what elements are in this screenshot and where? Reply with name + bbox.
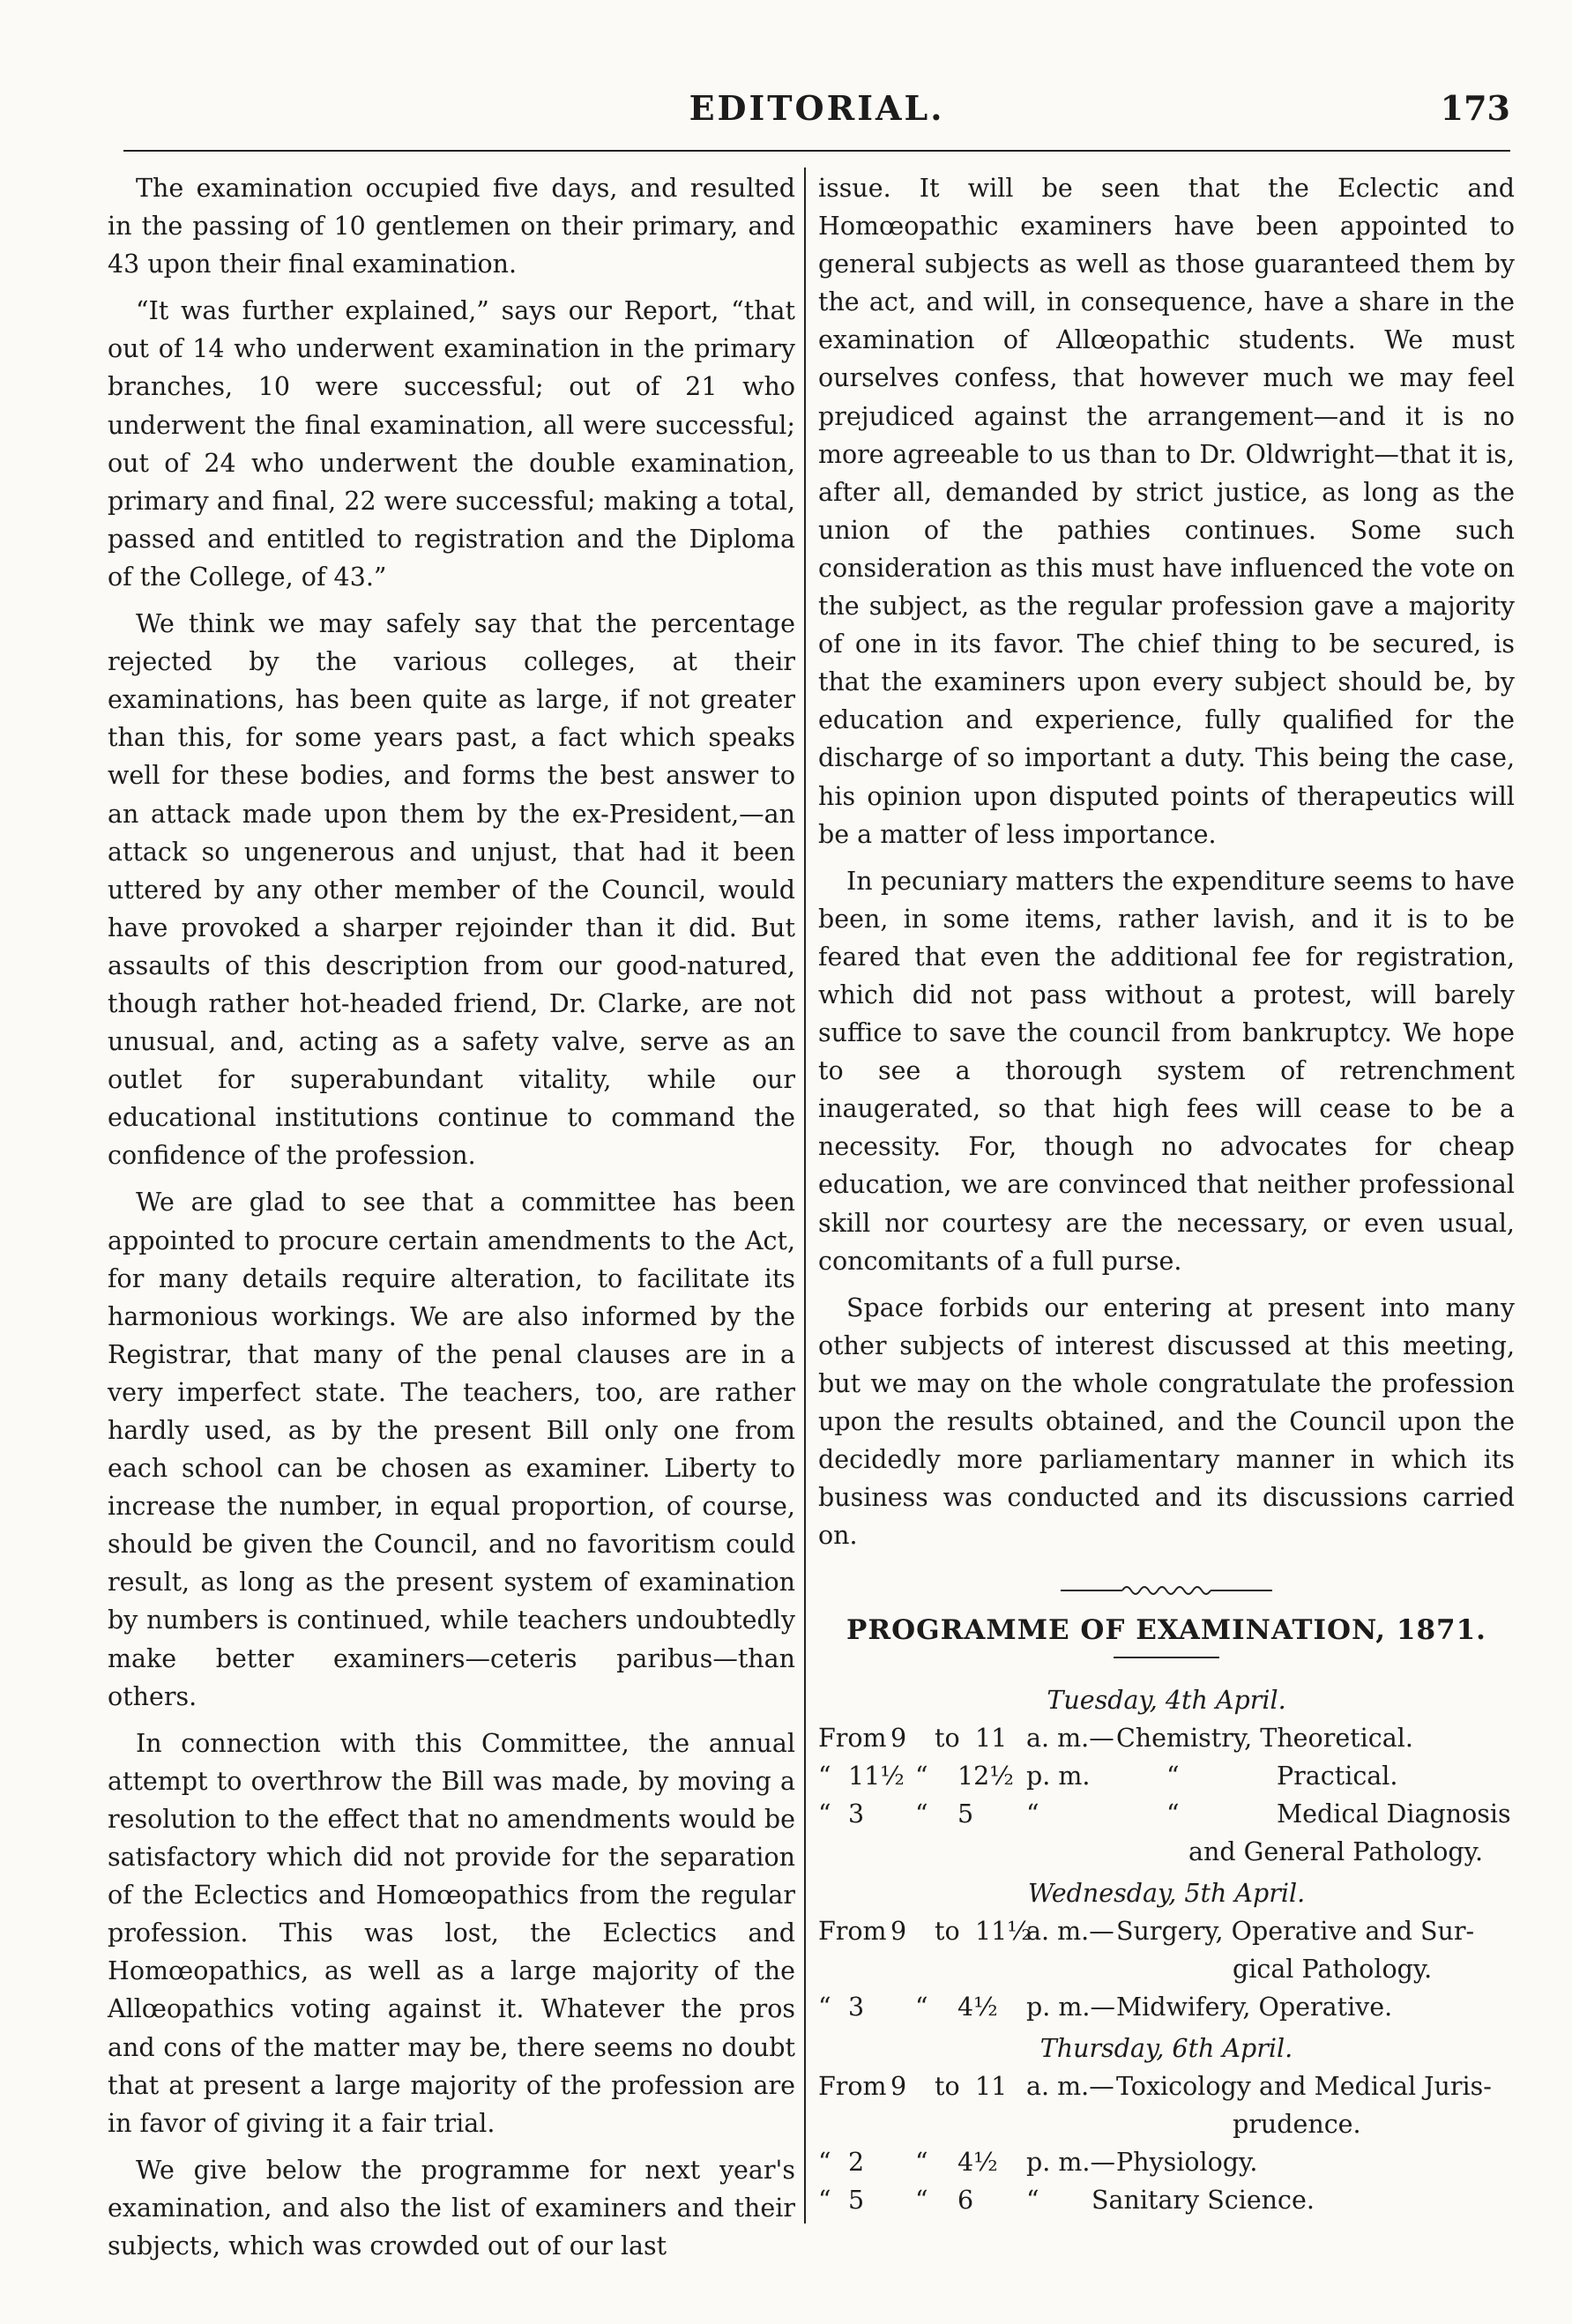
row-lead: “ (818, 2186, 831, 2216)
row-to-word: to (935, 2072, 960, 2102)
row-subject-continuation: and General Pathology. (1188, 1837, 1484, 1867)
row-from-time: 2 (848, 2148, 865, 2178)
section-ornament (818, 1574, 1515, 1597)
schedule-row (818, 2181, 1515, 2219)
row-to-word: “ (915, 1762, 928, 1791)
row-to-word: “ (915, 2148, 928, 2178)
row-period: a. m.— (1026, 2072, 1114, 2102)
schedule-row (818, 1988, 1515, 2026)
row-from-time: 9 (890, 1724, 907, 1754)
running-head-title: EDITORIAL. (689, 88, 945, 128)
row-to-time: 6 (957, 2186, 974, 2216)
row-subject: Sanitary Science. (1091, 2186, 1315, 2216)
row-to-time: 5 (957, 1799, 974, 1829)
paragraph: In pecuniary matters the expenditure seems to have been, in some items, rather lavish, and it is to be feared that even the additional fee for registration, which did not pass without a protest, will barely suffice to save the council from bankruptcy. We hope to see a thorough system of retrenchment inaugerated, so that high fees will cease to be a necessity. For, though no advocates for cheap education, we are convinced that neither professional skill nor courtesy are the necessary, or even usual, concomitants of a full purse. (818, 866, 1515, 1276)
paragraph: The examination occupied five days, and resulted in the passing of 10 gentlemen on their primary, and 43 upon their final examination. (108, 174, 795, 279)
row-to-time: 11½ (975, 1917, 1032, 1947)
row-to-time: 4½ (957, 2148, 998, 2178)
row-subject-continuation: prudence. (1233, 2110, 1361, 2140)
programme-day: Thursday, 6th April. (1039, 2034, 1293, 2064)
paragraph: In connection with this Committee, the annual attempt to overthrow the Bill was made, by moving a resolution to the effect that no amendments would be satisfactory which did not provide for the separation of the Eclectics and Homœopathics from the regular profession. This was lost, the Eclectics and Homœopathics, as well as a large majority of the Allœopathics voting against it. Whatever the pros and cons of the matter may be, there seems no doubt that at present a large majority of the profession are in favor of giving it a fair trial. (108, 1728, 795, 2138)
row-from-time: 11½ (848, 1762, 905, 1791)
schedule-row (818, 2143, 1515, 2181)
row-to-time: 12½ (957, 1762, 1014, 1791)
row-period: “ (1026, 2186, 1039, 2216)
page-number: 173 (1440, 88, 1510, 128)
row-lead: “ (818, 1762, 831, 1791)
row-to-word: “ (915, 2186, 928, 2216)
schedule-row (818, 1719, 1515, 1757)
schedule-row (818, 1795, 1515, 1833)
row-lead: From (818, 1724, 887, 1754)
row-ditto: “ (1166, 1799, 1180, 1829)
header-rule (123, 150, 1510, 152)
row-subject: Surgery, Operative and Sur- (1116, 1917, 1475, 1947)
row-lead: “ (818, 1993, 831, 2022)
row-period: p. m. (1026, 1762, 1091, 1791)
row-subject: Midwifery, Operative. (1116, 1993, 1393, 2022)
schedule-row-continuation (818, 2105, 1515, 2143)
row-subject: Practical. (1277, 1762, 1398, 1791)
paragraph: issue. It will be seen that the Eclectic and Homœopathic examiners have been appointed to general subjects as well as those guaranteed them by the act, and will, in consequence, have a share in the examination of Allœopathic students. We must ourselves confess, that however much we may feel prejudiced against the arrangement—and it is no more agreeable to us than to Dr. Oldwright—that it is, after all, demanded by strict justice, as long as the union of the pathies continues. Some such consideration as this must have influenced the vote on the subject, as the regular profession gave a majority of one in its favor. The chief thing to be secured, is that the examiners upon every subject should be, by education and experience, fully qualified for the discharge of so important a duty. This being the case, his opinion upon disputed points of therapeutics will be a matter of less importance. (818, 174, 1515, 849)
row-from-time: 9 (890, 1917, 907, 1947)
row-period: p. m.— (1026, 1993, 1115, 2022)
programme-title: PROGRAMME OF EXAMINATION, 1871. (846, 1614, 1486, 1647)
row-to-word: to (935, 1724, 960, 1754)
title-rule (1114, 1657, 1219, 1658)
row-lead: “ (818, 1799, 831, 1829)
paragraph: Space forbids our entering at present into many other subjects of interest discussed at this meeting, but we may on the whole congratulate the profession upon the results obtained, and the Council upon the decidedly more parliamentary manner in which its business was conducted and its discussions carried on. (818, 1292, 1515, 1551)
row-to-word: “ (915, 1993, 928, 2022)
row-subject: Medical Diagnosis (1277, 1799, 1511, 1829)
row-period: a. m.— (1026, 1724, 1114, 1754)
schedule-row-continuation (818, 1833, 1515, 1871)
left-column (108, 169, 795, 2274)
row-to-time: 11 (975, 1724, 1008, 1754)
schedule-row (818, 1912, 1515, 1950)
row-lead: “ (818, 2148, 831, 2178)
programme-day: Tuesday, 4th April. (1047, 1686, 1286, 1716)
row-from-time: 3 (848, 1799, 865, 1829)
row-lead: From (818, 2072, 887, 2102)
paragraph: “It was further explained,” says our Report, “that out of 14 who underwent examination in the primary branches, 10 were successful; out of 21 who underwent the final examination, all were successful; out of 24 who underwent the double examination, primary and final, 22 were successful; making a total, passed and entitled to registration and the Diploma of the College, of 43.” (108, 296, 795, 592)
right-column (818, 169, 1515, 2219)
row-period: a. m.— (1026, 1917, 1114, 1947)
row-to-word: “ (915, 1799, 928, 1829)
row-from-time: 3 (848, 1993, 865, 2022)
schedule-row (818, 1757, 1515, 1795)
wavy-rule-ornament (1061, 1580, 1272, 1601)
row-period: “ (1026, 1799, 1039, 1829)
running-head (123, 88, 1510, 141)
row-subject-continuation: gical Pathology. (1233, 1955, 1433, 1985)
row-ditto: “ (1166, 1762, 1180, 1791)
row-subject: Toxicology and Medical Juris- (1116, 2072, 1492, 2102)
schedule-row (818, 2067, 1515, 2105)
row-lead: From (818, 1917, 887, 1947)
row-from-time: 9 (890, 2072, 907, 2102)
programme-day: Wednesday, 5th April. (1027, 1879, 1306, 1909)
row-subject: Chemistry, Theoretical. (1116, 1724, 1413, 1754)
row-to-time: 4½ (957, 1993, 998, 2022)
programme-schedule (818, 1681, 1515, 2219)
paragraph: We give below the programme for next year's examination, and also the list of examiners and their subjects, which was crowded out of our last (108, 2155, 795, 2261)
schedule-row-continuation (818, 1950, 1515, 1988)
column-divider (804, 168, 806, 2223)
row-period: p. m.— (1026, 2148, 1115, 2178)
row-from-time: 5 (848, 2186, 865, 2216)
paragraph: We are glad to see that a committee has been appointed to procure certain amendments to the Act, for many details require alteration, to facilitate its harmonious workings. We are also informed by the Registrar, that many of the penal clauses are in a very imperfect state. The teachers, too, are rather hardly used, as by the present Bill only one from each school can be chosen as examiner. Liberty to increase the number, in equal proportion, of course, should be given the Council, and no favoritism could result, as long as the present system of examination by numbers is continued, while teachers undoubtedly make better examiners—ceteris paribus—than others. (108, 1188, 795, 1711)
row-to-word: to (935, 1917, 960, 1947)
row-subject: Physiology. (1116, 2148, 1258, 2178)
row-to-time: 11 (975, 2072, 1008, 2102)
paragraph: We think we may safely say that the percentage rejected by the various colleges, at their examinations, has been quite as large, if not greater than this, for some years past, a fact which speaks well for these bodies, and forms the best answer to an attack made upon them by the ex-President,—an attack so ungenerous and unjust, that had it been uttered by any other member of the Council, would have provoked a sharper rejoinder than it did. But assaults of this description from our good-natured, though rather hot-headed friend, Dr. Clarke, are not unusual, and, acting as a safety valve, serve as an outlet for superabundant vitality, while our educational institutions continue to command the confidence of the profession. (108, 609, 795, 1171)
